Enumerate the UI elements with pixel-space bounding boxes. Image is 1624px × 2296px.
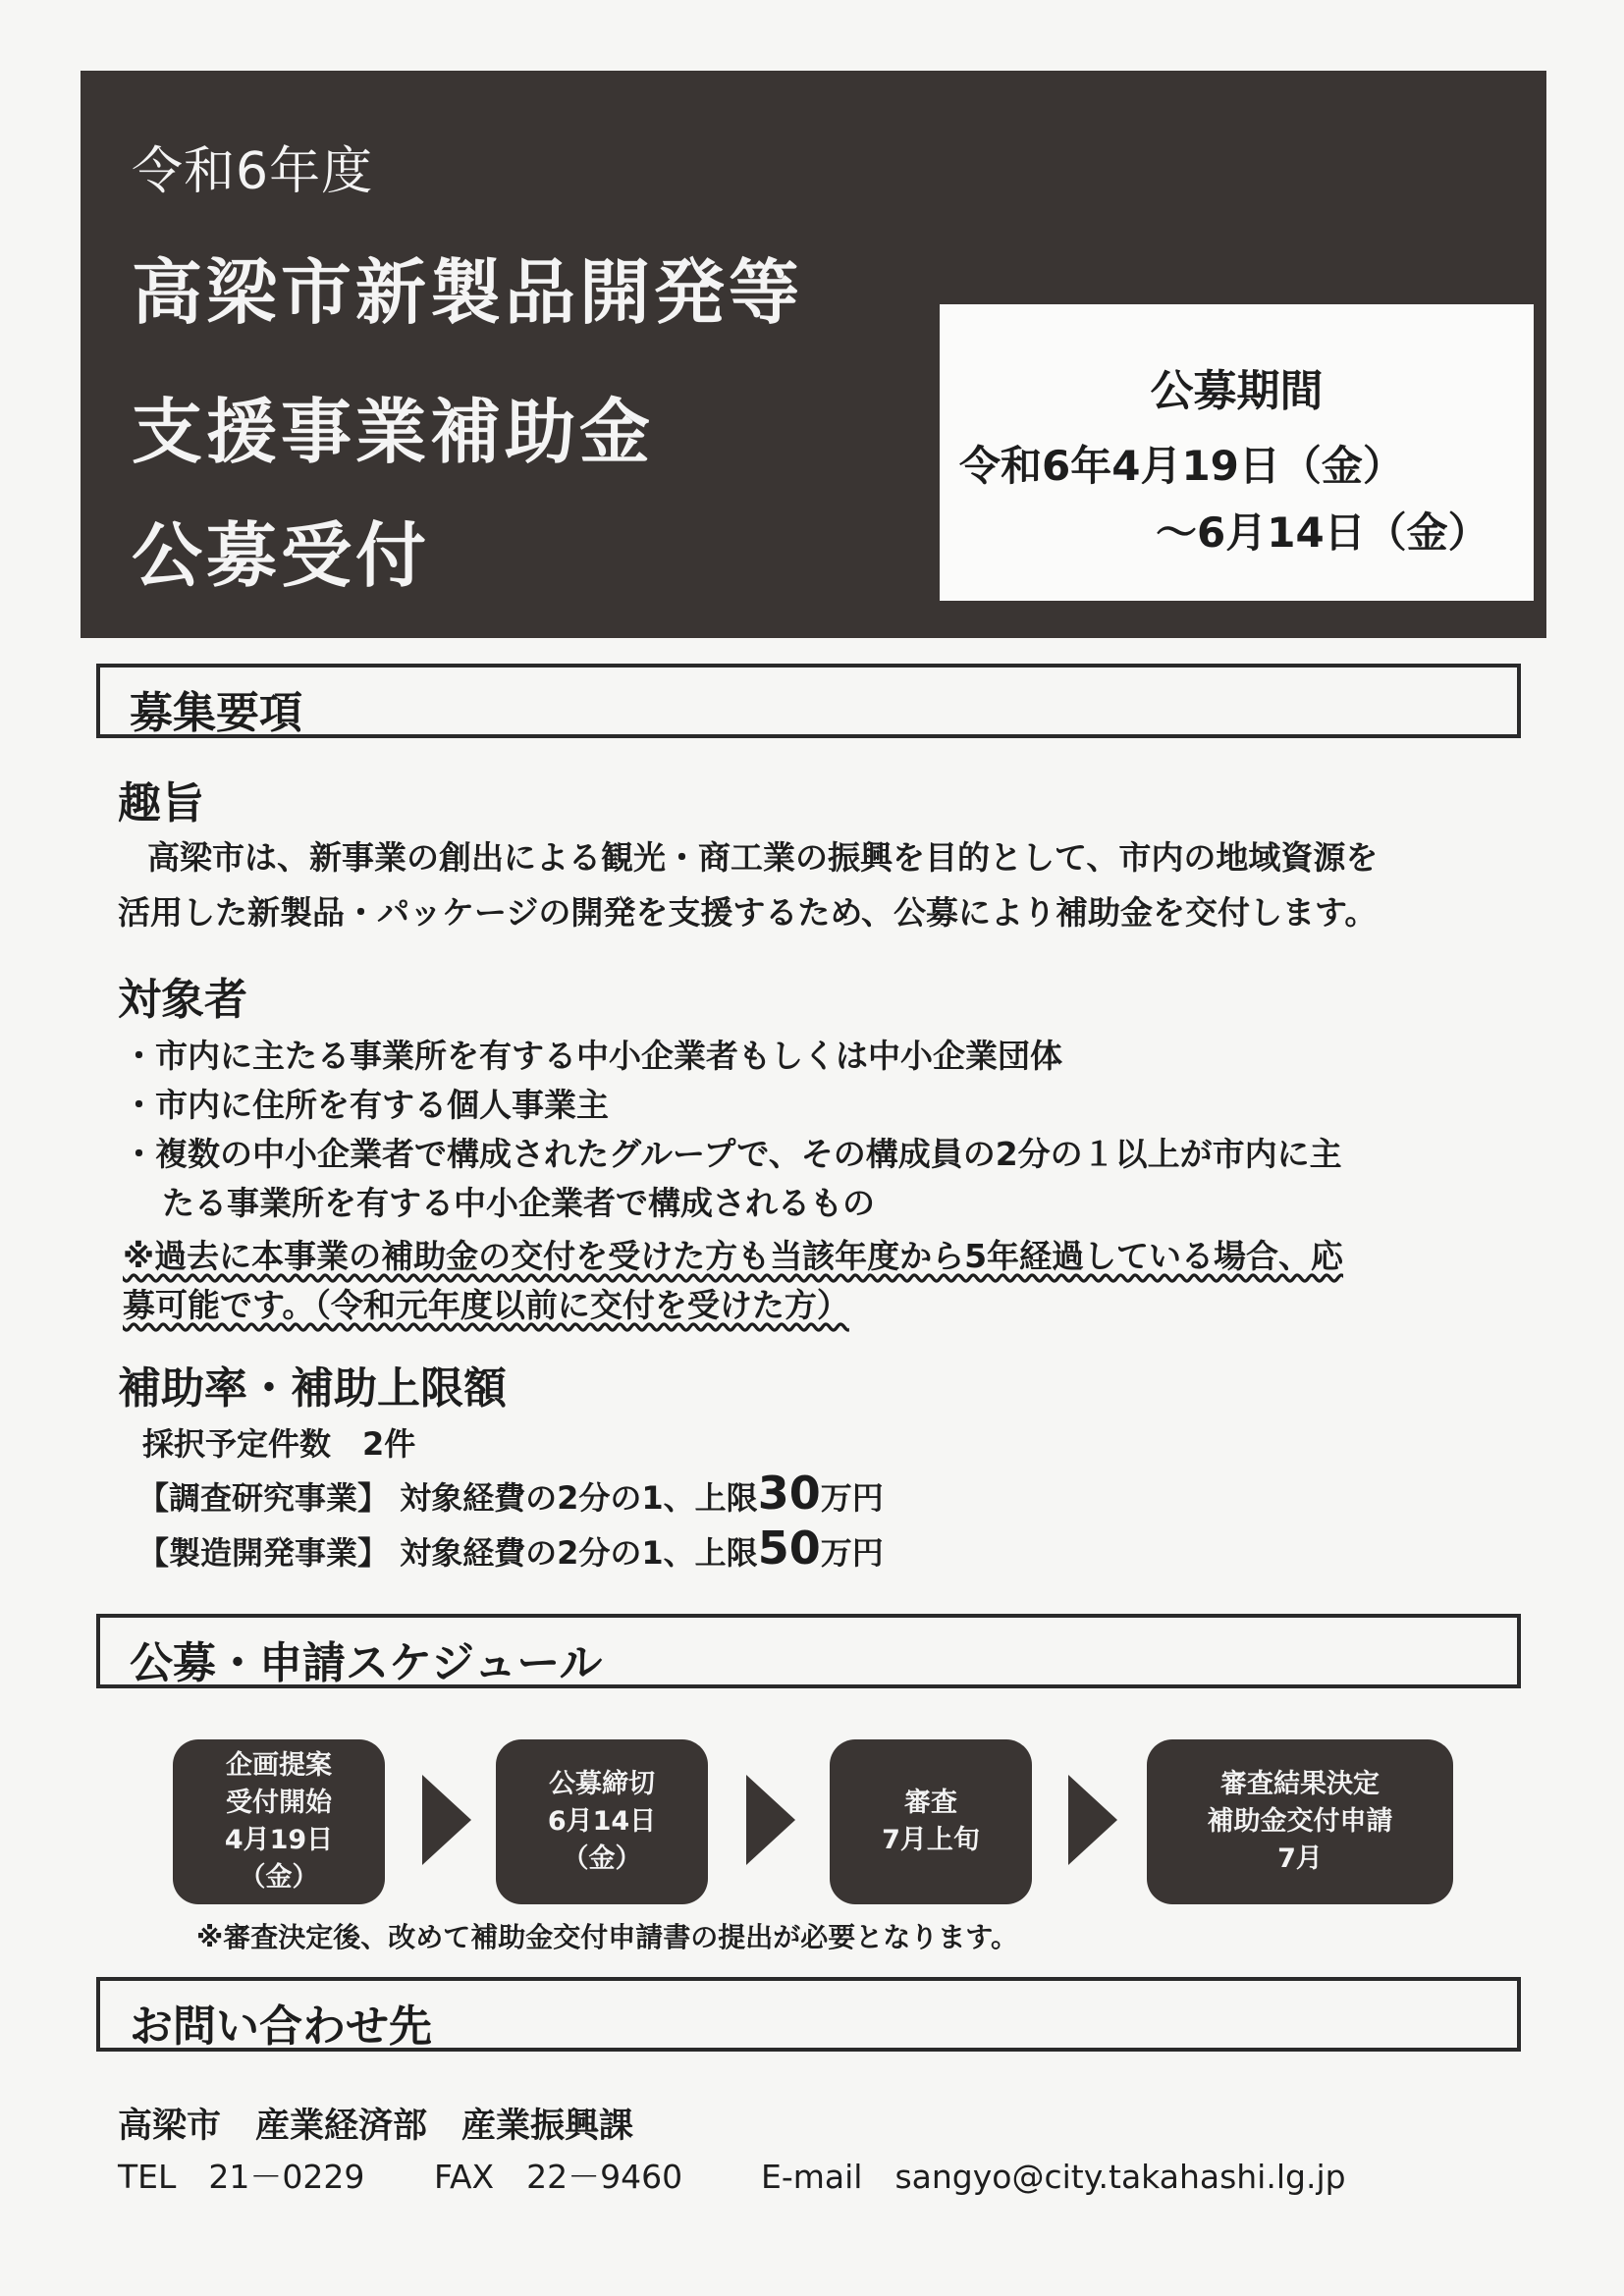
step-text: 審査 [904,1788,957,1818]
schedule-step-3 [830,1739,1032,1904]
step-text: 7月上旬 [882,1825,980,1855]
schedule-step-1 [173,1739,385,1904]
schedule-step-4 [1147,1739,1453,1904]
fiscal-year: 令和6年度 [132,142,374,201]
planned-count: 採択予定件数 2件 [142,1425,416,1463]
period-title: 公募期間 [1150,366,1324,416]
eligibility-note-line-1: ※過去に本事業の補助金の交付を受けた方も当該年度から5年経過している場合、応 [123,1237,1344,1275]
step-text: （金） [562,1843,642,1874]
subsidy-amount: 30 [757,1467,821,1520]
eligibility-note-line-2: 募可能です。（令和元年度以前に交付を受けた方） [123,1286,849,1324]
contact-fax: FAX 22－9460 [434,2158,683,2196]
section-schedule-title: 公募・申請スケジュール [130,1638,603,1688]
title-banner [81,71,1546,638]
eligible-item: たる事業所を有する中小企業者で構成されるもの [162,1184,875,1222]
step-text: 審査結果決定 [1220,1769,1380,1799]
subsidy-label: 【製造開発事業】 対象経費の2分の1、上限 [137,1534,758,1572]
eligible-item: ・市内に住所を有する個人事業主 [123,1086,609,1124]
step-text: 4月19日 [224,1825,334,1855]
period-end: ～6月14日（金） [1156,508,1489,557]
subsidy-label: 【調査研究事業】 対象経費の2分の1、上限 [137,1479,758,1517]
step-text: 6月14日 [547,1806,657,1837]
application-period-box [940,304,1534,601]
subsidy-line-research [137,1467,884,1520]
eligible-item: ・複数の中小企業者で構成されたグループで、その構成員の2分の１以上が市内に主 [123,1135,1342,1173]
step-text: 公募締切 [549,1769,655,1799]
subsidy-unit: 万円 [820,1479,884,1517]
step-text: 受付開始 [226,1788,332,1818]
schedule-note: ※審査決定後、改めて補助金交付申請書の提出が必要となります。 [196,1921,1018,1953]
contact-tel: TEL 21－0229 [118,2158,365,2196]
purpose-text-line-1: 高梁市は、新事業の創出による観光・商工業の振興を目的として、市内の地域資源を [147,838,1379,877]
arrow-right-icon [746,1775,795,1865]
title-line-3: 公募受付 [132,514,431,597]
contact-department: 高梁市 産業経済部 産業振興課 [118,2107,634,2146]
purpose-text-line-2: 活用した新製品・パッケージの開発を支援するため、公募により補助金を交付します。 [118,893,1378,932]
eligible-item: ・市内に主たる事業所を有する中小企業者もしくは中小企業団体 [123,1037,1062,1075]
purpose-heading: 趣旨 [118,778,204,828]
schedule-step-2 [496,1739,708,1904]
step-text: （金） [239,1862,319,1893]
arrow-right-icon [422,1775,471,1865]
section-guidelines-title: 募集要項 [130,688,302,738]
subsidy-amount: 50 [757,1522,821,1575]
eligible-heading: 対象者 [118,975,247,1025]
title-line-1: 高梁市新製品開発等 [132,251,804,334]
subsidy-unit: 万円 [820,1534,884,1572]
step-text: 補助金交付申請 [1207,1806,1393,1837]
period-start: 令和6年4月19日（金） [959,442,1404,490]
title-line-2: 支援事業補助金 [132,391,655,473]
step-text: 7月 [1277,1843,1323,1874]
step-text: 企画提案 [226,1750,332,1781]
section-contact [96,1977,1521,2052]
arrow-right-icon [1068,1775,1117,1865]
section-contact-title: お問い合わせ先 [130,2002,432,2052]
section-guidelines [96,664,1521,738]
subsidy-heading: 補助率・補助上限額 [118,1363,507,1414]
contact-email: E-mail sangyo@city.takahashi.lg.jp [761,2158,1346,2196]
section-schedule [96,1614,1521,1688]
subsidy-line-manufacturing [137,1522,884,1575]
